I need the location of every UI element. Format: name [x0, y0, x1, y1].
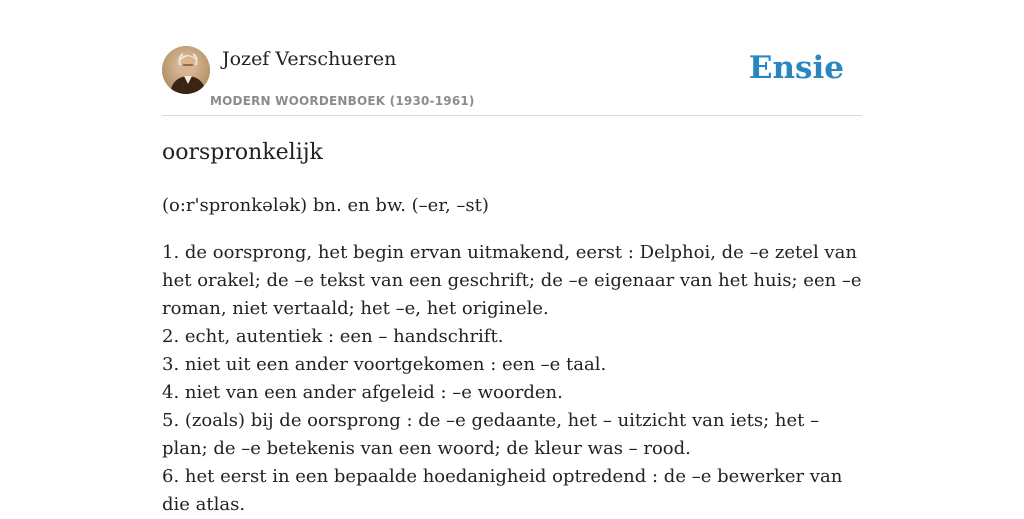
entry-header: [162, 46, 862, 116]
header-divider: [162, 115, 862, 116]
pronunciation: (o:r'spronkələk) bn. en bw. (–er, –st): [162, 195, 489, 216]
author-avatar[interactable]: [162, 46, 210, 94]
definition-sense-2: 2. echt, autentiek : een – handschrift.: [162, 326, 504, 347]
brand-logo[interactable]: Ensie: [748, 50, 844, 86]
definition-sense-6: 6. het eerst in een bepaalde hoedanigheid optredend : de –e bewerker van die atlas.: [162, 466, 843, 515]
definition-sense-4: 4. niet van een ander afgeleid : –e woorden.: [162, 382, 563, 403]
definition-sense-5: 5. (zoals) bij de oorsprong : de –e gedaante, het – uitzicht van iets; het – plan; de –e betekenis van een woord; de kleur was – rood.: [162, 410, 820, 459]
headword: oorspronkelijk: [162, 140, 323, 165]
definition-sense-1: 1. de oorsprong, het begin ervan uitmakend, eerst : Delphoi, de –e zetel van het orakel; de –e tekst van een geschrift; de –e eigenaar van het huis; een –e roman, niet vertaald; het –e, het originele.: [162, 242, 862, 319]
definition-list: [162, 239, 868, 519]
author-name[interactable]: Jozef Verschueren: [222, 48, 397, 70]
definition-sense-3: 3. niet uit een ander voortgekomen : een –e taal.: [162, 354, 607, 375]
author-portrait-icon: [162, 46, 210, 94]
source-label[interactable]: MODERN WOORDENBOEK (1930-1961): [210, 94, 475, 108]
